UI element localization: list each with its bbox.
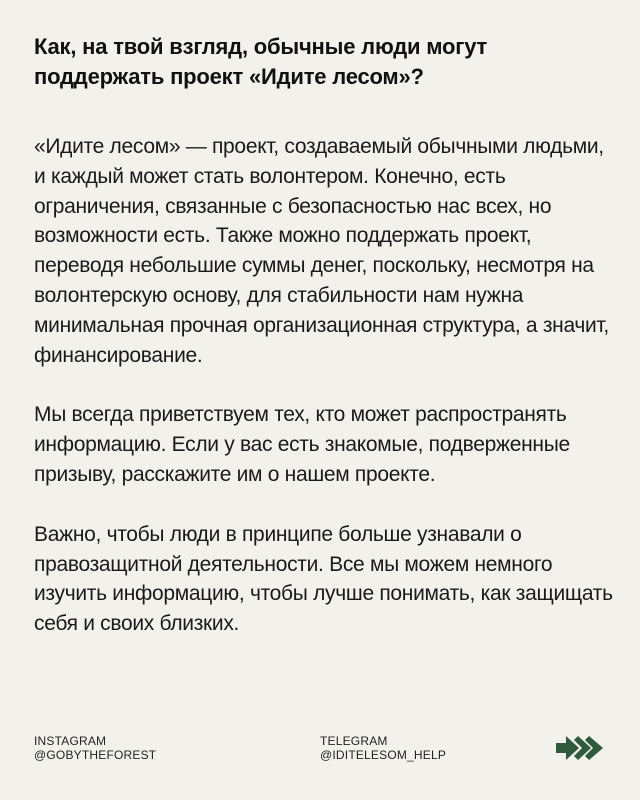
telegram-label: TELEGRAM	[320, 734, 388, 748]
answer-paragraph-3: Важно, чтобы люди в принципе больше узнавали о правозащитной деятельности. Все мы можем немного изучить информацию, чтобы лучше понимать, как защищать себя и своих близких.	[34, 522, 613, 636]
answer-paragraph-2: Мы всегда приветствуем тех, кто может распространять информацию. Если у вас есть знакомые, подверженные призыву, расскажите им о нашем проекте.	[34, 403, 570, 486]
instagram-link[interactable]	[34, 734, 156, 762]
slide-content	[34, 32, 614, 639]
double-chevron-right-icon[interactable]	[556, 735, 604, 761]
next-arrow-svg	[556, 735, 604, 761]
question-heading: Как, на твой взгляд, обычные люди могут поддержать проект «Идите лесом»?	[34, 34, 488, 89]
telegram-link[interactable]	[320, 734, 446, 762]
answer-paragraph-1: «Идите лесом» — проект, создаваемый обычными людьми, и каждый может стать волонтером. Конечно, есть ограничения, связанные с безопасностью нас всех, но возможности есть. Также можно поддержать проект, переводя небольшие суммы денег, поскольку, несмотря на волонтерскую основу, для стабильности нам нужна минимальная прочная организационная структура, а значит, финансирование.	[34, 135, 609, 367]
instagram-handle: @GOBYTHEFOREST	[34, 748, 157, 762]
footer	[34, 734, 610, 774]
instagram-label: INSTAGRAM	[34, 734, 107, 748]
telegram-handle: @IDITELESOM_HELP	[320, 748, 447, 762]
